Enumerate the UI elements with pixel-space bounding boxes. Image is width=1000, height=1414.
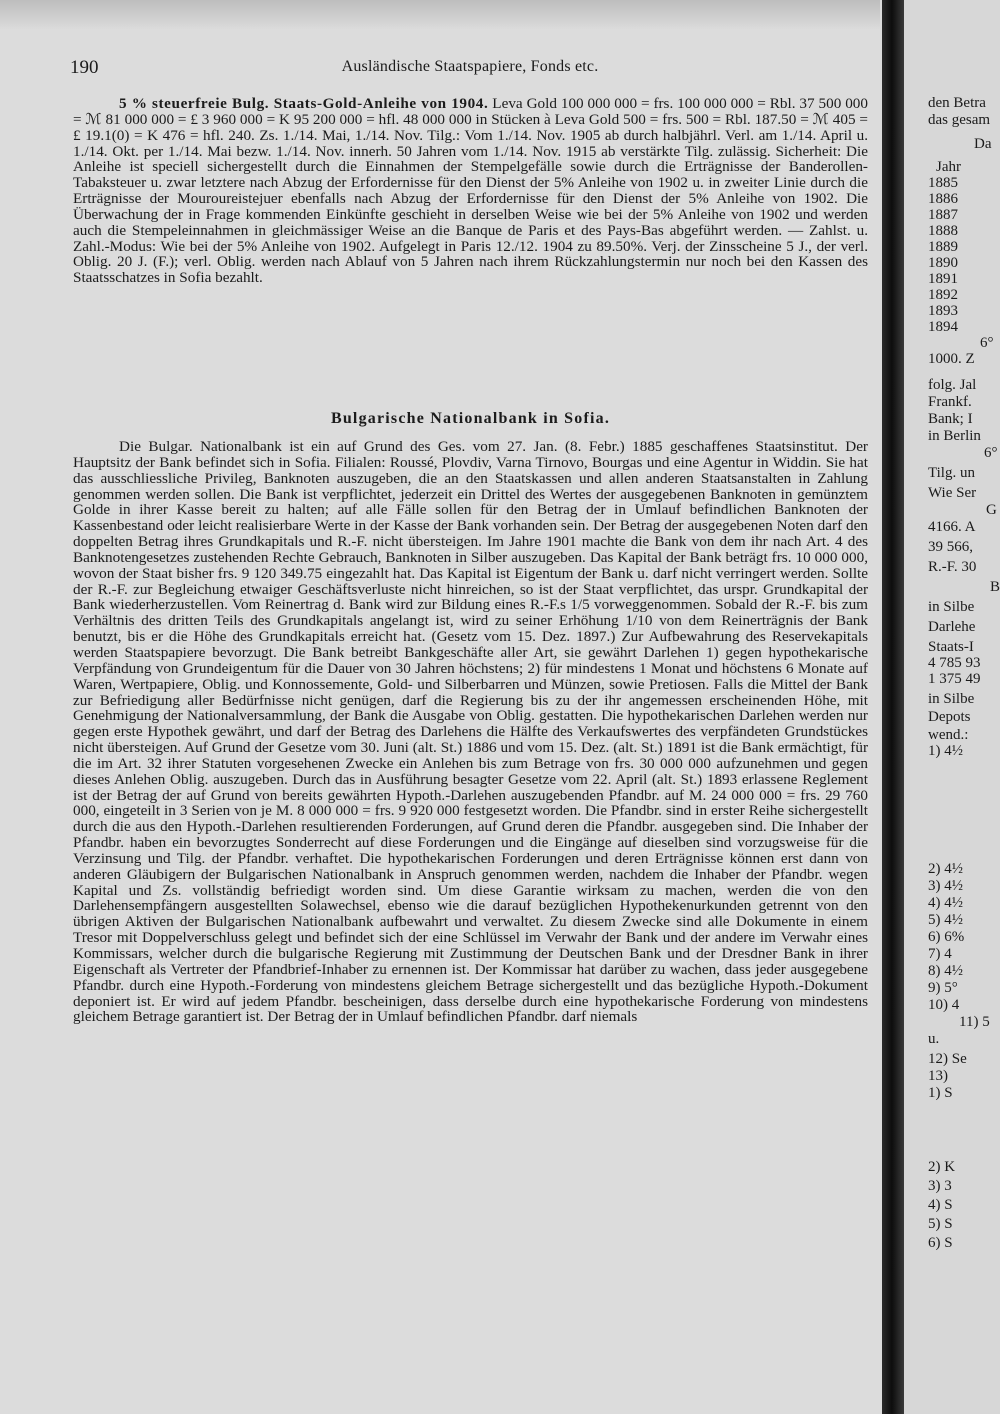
facing-page-fragment: 11) 5 xyxy=(959,1014,990,1030)
facing-page-fragment: 3) 3 xyxy=(928,1178,952,1194)
facing-page-fragment: Da xyxy=(974,136,992,152)
facing-page-fragment: folg. Jal xyxy=(928,377,977,393)
facing-page-fragment: den Betra xyxy=(928,95,986,111)
facing-page-fragment: 2) K xyxy=(928,1159,956,1175)
facing-page-fragment: 4) 4½ xyxy=(928,895,963,911)
facing-page-fragment: 1887 xyxy=(928,207,958,223)
loan-title: 5 % steuerfreie Bulg. Staats-Gold-Anleihe von 1904. xyxy=(119,95,489,112)
facing-page-fragment: 39 566, xyxy=(928,539,973,555)
facing-page-fragment: in Berlin xyxy=(928,428,981,444)
facing-page-fragment: 1888 xyxy=(928,223,958,239)
facing-page-fragment: Bank; I xyxy=(928,411,973,427)
facing-page-fragment: G xyxy=(986,502,997,518)
facing-page-fragment: 1) S xyxy=(928,1085,953,1101)
running-title: Ausländische Staatspapiere, Fonds etc. xyxy=(341,58,599,75)
facing-page-fragment: 12) Se xyxy=(928,1051,967,1067)
bank-entry xyxy=(73,439,868,1025)
facing-page-fragment: 1890 xyxy=(928,255,958,271)
bank-paragraph: Die Bulgar. Nationalbank ist ein auf Grund des Ges. vom 27. Jan. (8. Febr.) 1885 geschaffenes Staatsinstitut. Der Hauptsitz der Bank befindet sich in Sofia. Filialen: Roussé, Plovdiv, Varna Tirnovo, Bourgas und eine Agentur in Widdin. Sie hat das ausschliessliche Privileg, Banknoten auszugeben, die an den Staatskassen und allen anderen Staatsanstalten in Zahlung genommen werden sollen. Die Bank ist verpflichtet, jederzeit ein Drittel des Wertes der ausgegebenen Banknoten in gemünztem Golde in ihrer Kasse bereit zu halten; auf alle Fälle sollen für den Betrag der in Umlauf befindlichen Banknoten der Kassenbestand oder leicht realisierbare Werte in der Kasse der Bank vorhanden sein. Der Betrag der ausgegebenen Noten darf den doppelten Betrag ihres Grundkapitals und R.-F. nicht übersteigen. Im Jahre 1901 machte die Bank von dem ihr nach Art. 4 des Banknotengesetzes zustehenden Rechte Gebrauch, Banknoten in Silber auszugeben. Das Kapital der Bank beträgt frs. 10 000 000, wovon der Staat bisher frs. 9 120 349.75 eingezahlt hat. Das Kapital ist Eigentum der Bank u. darf nicht verringert werden. Sollte der R.-F. zur Begleichung etwaiger Geschäftsverluste nicht hinreichen, so ist der Staat verpflichtet, das urspr. Grundkapital der Bank wiederherzustellen. Vom Reinertrag d. Bank wird zur Bildung eines R.-F.s 1/5 vorweggenommen. Sobald der R.-F. bis zum Verhältnis des dritten Teils des Grundkapitals angelangt ist, wird zu seiner Erhöhung 1/10 von dem Reinerträgnis der Bank benutzt, bis er die Höhe des Grundkapitals erreicht hat. (Gesetz vom 15. Dez. 1897.) Zur Aufbewahrung des Reservekapitals werden Staatspapiere bevorzugt. Die Bank betreibt Bankgeschäfte aller Art, sie gewährt Darlehen 1) gegen hypothekarische Verpfändung von Grundeigentum für die Dauer von 30 Jahren höchstens; 2) für mindestens 1 Monat und höchstens 6 Monate auf Waren, Wertpapiere, Oblig. und Konnossemente, Gold- und Silberbarren und Münzen, sowie Pretiosen. Falls die Mittel der Bank zur Befriedigung aller Bedürfnisse nicht genügen, darf die Regierung bis zu der ihr angemessen erscheinenden Höhe, mit Genehmigung der Nationalversammlung, der Bank die Ausgabe von Oblig. gestatten. Die hypothekarischen Darlehen werden nur gegen erste Hypothek gewährt, und darf der Betrag des Darlehens die Hälfte des Verkaufswertes des verpfändeten Grundstückes nicht übersteigen. Auf Grund der Gesetze vom 30. Juni (alt. St.) 1886 und vom 15. Dez. (alt. St.) 1891 ist die Bank ermächtigt, für die im Art. 32 ihrer Statuten vorgesehenen Zwecke ein Anlehen bis zum Betrage von frs. 30 000 000 aufzunehmen und gegen dieses Anlehen Oblig. auszugeben. Durch das in Ausführung besagter Gesetze vom 22. April (alt. St.) 1893 erlassene Reglement ist der Betrag der auf Grund von bereits gewährten Hypoth.-Darlehen auszugebenden Pfandbr. auf M. 24 000 000 = frs. 29 760 000, eingeteilt in 3 Serien von je M. 8 000 000 = frs. 9 920 000 festgesetzt worden. Die Pfandbr. sind in erster Reihe sichergestellt durch die aus den Hypoth.-Darlehen resultierenden Forderungen, auf Grund deren die Pfandbr. ausgegeben sind. Die Inhaber der Pfandbr. haben ein bevorzugtes Sonderrecht auf diese Forderungen und die Eingänge auf dieselben sind vorzugsweise für die Verzinsung und Tilg. der Pfandbr. verhaftet. Die hypothekarischen Forderungen und deren Erträgnisse können erst dann von anderen Gläubigern der Bulgarischen Nationalbank in Anspruch genommen werden, nachdem die Inhaber der Pfandbr. wegen Kapital und Zs. vollständig befriedigt worden sind. Um diese Garantie wirksam zu machen, werden die von den Darlehensempfängern ausgestellten Solawechsel, ebenso wie die darauf bezüglichen Hypothekenurkunden getrennt von den übrigen Aktiven der Bulgarischen Nationalbank aufbewahrt und verwaltet. Zu diesem Zwecke sind alle Dokumente in einem Tresor mit Doppelverschluss gelegt und befindet sich der eine Schlüssel im Verwahr der Bank und der andere im Verwahr eines Kommissars, welcher durch die bulgarische Regierung mit Zustimmung der Deutschen Bank und der Dresdner Bank in ihrer Eigenschaft als Vertreter der Pfandbrief-Inhaber zu ernennen ist. Der Kommissar hat darüber zu wachen, dass jeder ausgegebene Pfandbr. durch eine Hypoth.-Forderung von mindestens gleichem Betrage sichergestellt und das bezügliche Hypoth.-Dokument deponiert ist. Er wird auf jedem Pfandbr. bescheinigen, dass derselbe durch eine hypothekarische Forderung von mindestens gleichem Betrage garantiert ist. Der Betrag der in Umlauf befindlichen Pfandbr. darf niemals xyxy=(73,438,868,1026)
facing-page-fragment: 3) 4½ xyxy=(928,878,963,894)
facing-page-fragment: Tilg. un xyxy=(928,465,975,481)
facing-page-fragment: 1889 xyxy=(928,239,958,255)
facing-page-fragment: 1886 xyxy=(928,191,958,207)
facing-page-fragment: 8) 4½ xyxy=(928,963,963,979)
facing-page-fragment: 1892 xyxy=(928,287,958,303)
facing-page-fragment: 5) S xyxy=(928,1216,953,1232)
facing-page-fragment: 13) xyxy=(928,1068,948,1084)
facing-page-fragment: 9) 5° xyxy=(928,980,958,996)
facing-page-fragment: wend.: xyxy=(928,727,969,743)
facing-page-fragment: 2) 4½ xyxy=(928,861,963,877)
loan-entry xyxy=(73,96,868,286)
facing-page-fragment: 1885 xyxy=(928,175,958,191)
facing-page-fragment: 10) 4 xyxy=(928,997,960,1013)
facing-page-fragment: 1893 xyxy=(928,303,958,319)
facing-page-fragment: in Silbe xyxy=(928,599,975,615)
facing-page-fragment: das gesam xyxy=(928,112,991,128)
book-gutter xyxy=(882,0,904,1414)
facing-page-fragment: 6° xyxy=(980,335,994,351)
loan-body: Leva Gold 100 000 000 = frs. 100 000 000 = Rbl. 37 500 000 = ℳ 81 000 000 = £ 3 960 000 = K 95 200 000 = hfl. 48 000 000 in Stücken à Leva Gold 500 = frs. 500 = Rbl. 187.50 = ℳ 405 = £ 19.1(0) = K 476 = hfl. 240. Zs. 1./14. Mai, 1./14. Nov. Tilg.: Vom 1./14. Nov. 1905 ab durch halbjährl. Verl. am 1./14. April u. 1./14. Okt. per 1./14. Mai bezw. 1./14. Nov. innerh. 50 Jahren vom 1./14. Nov. 1915 ab verstärkte Tilg. zulässig. Sicherheit: Die Anleihe ist speciell sichergestellt durch die Einnahmen der Stempelgefälle sowie durch die Erträgnisse der Banderollen-Tabaksteuer u. zwar letztere nach Abzug der Erfordernisse für den Dienst der 5% Anleihe von 1902 u. in zweiter Linie durch die Erträgnisse der Mouroureistejuer ebenfalls nach Abzug der Erfordernisse für den Dienst der 5% Anleihe von 1902. Die Überwachung der in Frage kommenden Einkünfte geschieht in derselben Weise wie bei der 5% Anleihe von 1902 und werden auch die Stempeleinnahmen in gleichmässiger Weise an die Banque de Paris et des Pays-Bas abgeführt werden. — Zahlst. u. Zahl.-Modus: Wie bei der 5% Anleihe von 1902. Aufgelegt in Paris 12./12. 1904 zu 89.50%. Verj. der Zinsscheine 5 J., der verl. Oblig. 20 J. (F.); verl. Oblig. werden nach Ablauf von 5 Jahren nach ihrem Rückzahlungstermin nur noch bei den Kassen des Staatsschatzes in Sofia bezahlt. xyxy=(73,95,868,287)
facing-page-fragment: 1000. Z xyxy=(928,351,975,367)
facing-page-fragment: u. xyxy=(928,1031,940,1047)
facing-page-fragment: 1894 xyxy=(928,319,958,335)
facing-page-fragment: 6) 6% xyxy=(928,929,965,945)
facing-page-fragment: Darlehe xyxy=(928,619,976,635)
facing-page-fragment: Frankf. xyxy=(928,394,972,410)
facing-page-fragment: Jahr xyxy=(936,159,961,175)
page-edge-shadow xyxy=(0,0,880,30)
facing-page-fragment: 4 785 93 xyxy=(928,655,981,671)
facing-page-fragment: 1891 xyxy=(928,271,958,287)
facing-page-fragment: in Silbe xyxy=(928,691,975,707)
facing-page-fragment: Wie Ser xyxy=(928,485,977,501)
facing-page-fragment: B xyxy=(990,579,1000,595)
facing-page-fragment: 1) 4½ xyxy=(928,743,963,759)
section-title: Bulgarische Nationalbank in Sofia. xyxy=(330,410,611,427)
facing-page-fragment: 6° xyxy=(984,445,998,461)
loan-paragraph xyxy=(73,96,868,286)
page-number: 190 xyxy=(70,57,99,78)
facing-page-fragment: Depots xyxy=(928,709,971,725)
facing-page-fragment: 6) S xyxy=(928,1235,953,1251)
facing-page-strip xyxy=(904,0,1000,1414)
facing-page-fragment: 4) S xyxy=(928,1197,953,1213)
facing-page-fragment: R.-F. 30 xyxy=(928,559,977,575)
facing-page-fragment: Staats-I xyxy=(928,639,974,655)
page-header xyxy=(70,57,870,81)
facing-page-fragment: 4166. A xyxy=(928,519,976,535)
facing-page-fragment: 1 375 49 xyxy=(928,671,981,687)
facing-page-fragment: 5) 4½ xyxy=(928,912,963,928)
facing-page-fragment: 7) 4 xyxy=(928,946,952,962)
